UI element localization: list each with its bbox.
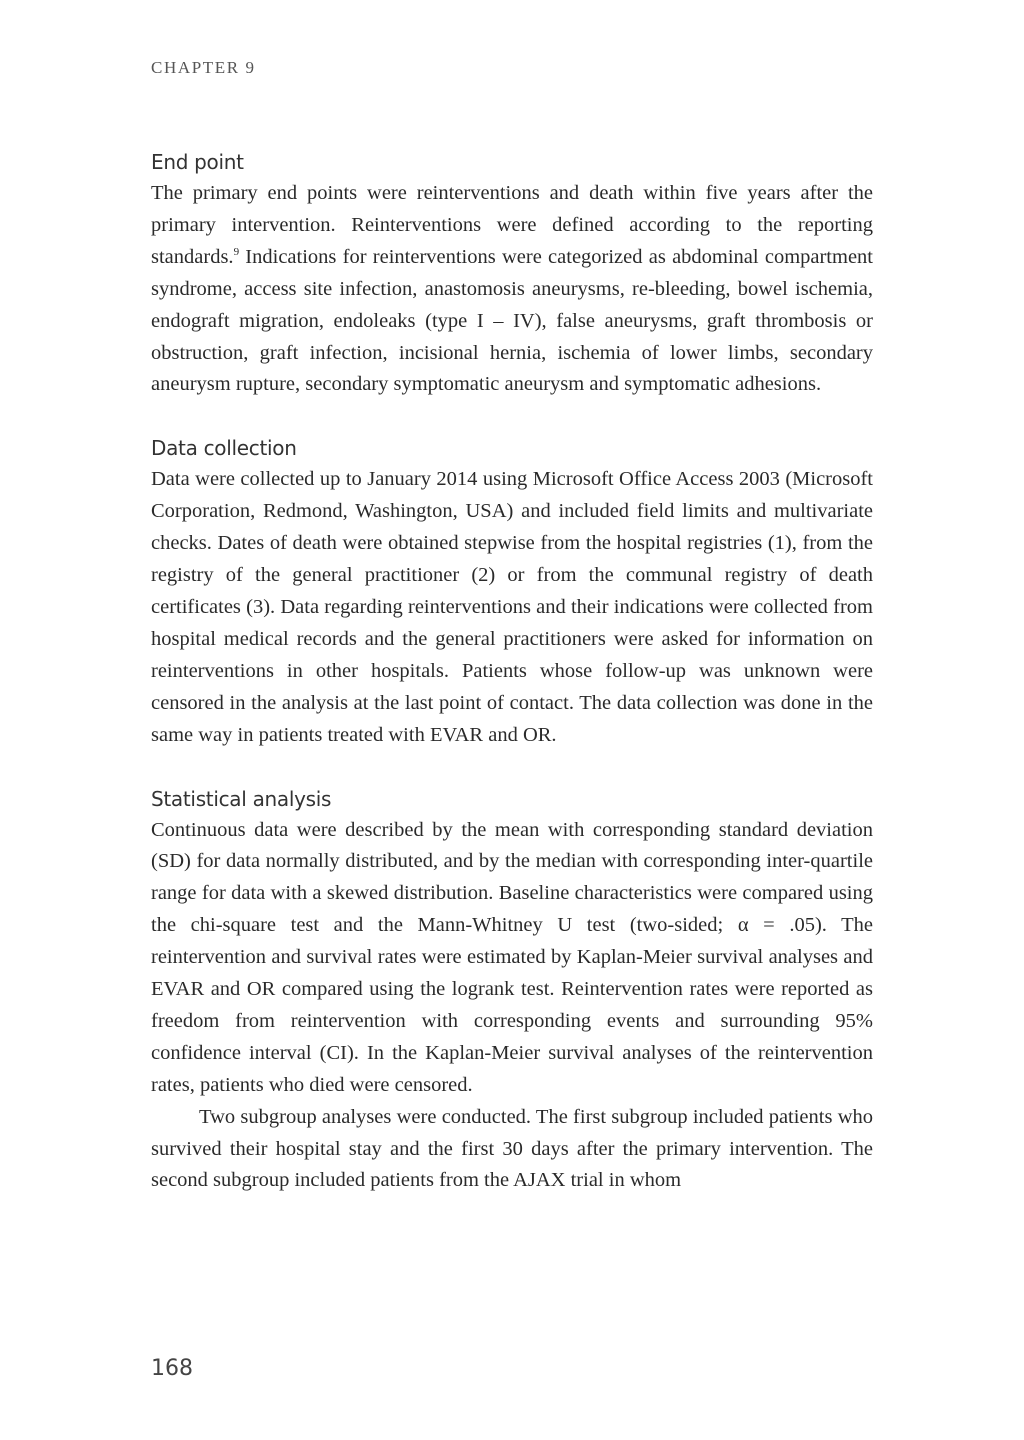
reference-superscript: 9 <box>233 245 240 258</box>
chapter-header: CHAPTER 9 <box>151 58 256 77</box>
section-heading-statistical-analysis: Statistical analysis <box>151 786 332 811</box>
section-heading-end-point: End point <box>151 150 244 174</box>
section-gap <box>151 401 873 432</box>
end-point-paragraph <box>151 178 873 401</box>
statistical-analysis-paragraph-2: Two subgroup analyses were conducted. The first subgroup included patients who survived their hospital stay and the first 30 days after the primary intervention. The second subgroup included patients from the AJAX trial in whom <box>151 1105 873 1192</box>
end-point-text-part2: Indications for reinterventions were categorized as abdominal compartment syndrome, access site infection, anastomosis aneurysms, re-bleeding, bowel ischemia, endograft migration, endoleaks (type I – IV), false aneurysms, graft thrombosis or obstruction, graft infection, incisional hernia, ischemia of lower limbs, secondary aneurysm rupture, secondary symptomatic aneurysm and symptomatic adhesions. <box>151 245 873 396</box>
page-number: 168 <box>151 1356 193 1381</box>
page-body <box>151 146 873 1197</box>
statistical-analysis-paragraph-1: Continuous data were described by the mean with corresponding standard deviation (SD) for data normally distributed, and by the median with corresponding inter-quartile range for data with a skewed distribution. Baseline characteristics were compared using the chi-square test and the Mann-Whitney U test (two-sided; α = .05). The reintervention and survival rates were estimated by Kaplan-Meier survival analyses and EVAR and OR compared using the logrank test. Reintervention rates were reported as freedom from reintervention with corresponding events and surrounding 95% confidence interval (CI). In the Kaplan-Meier survival analyses of the reintervention rates, patients who died were censored. <box>151 818 873 1096</box>
section-gap <box>151 752 873 783</box>
section-heading-data-collection: Data collection <box>151 436 297 461</box>
end-point-text-part1: The primary end points were reinterventions and death within five years after the primary intervention. Reinterventions were defined according to the reporting standards. <box>151 182 873 268</box>
data-collection-paragraph: Data were collected up to January 2014 using Microsoft Office Access 2003 (Microsoft Corporation, Redmond, Washington, USA) and included field limits and multivariate checks. Dates of death were obtained stepwise from the hospital registries (1), from the registry of the general practitioner (2) or from the communal registry of death certificates (3). Data regarding reinterventions and their indications were collected from hospital medical records and the general practitioners were asked for information on reinterventions in other hospitals. Patients whose follow-up was unknown were censored in the analysis at the last point of contact. The data collection was done in the same way in patients treated with EVAR and OR. <box>151 468 873 746</box>
